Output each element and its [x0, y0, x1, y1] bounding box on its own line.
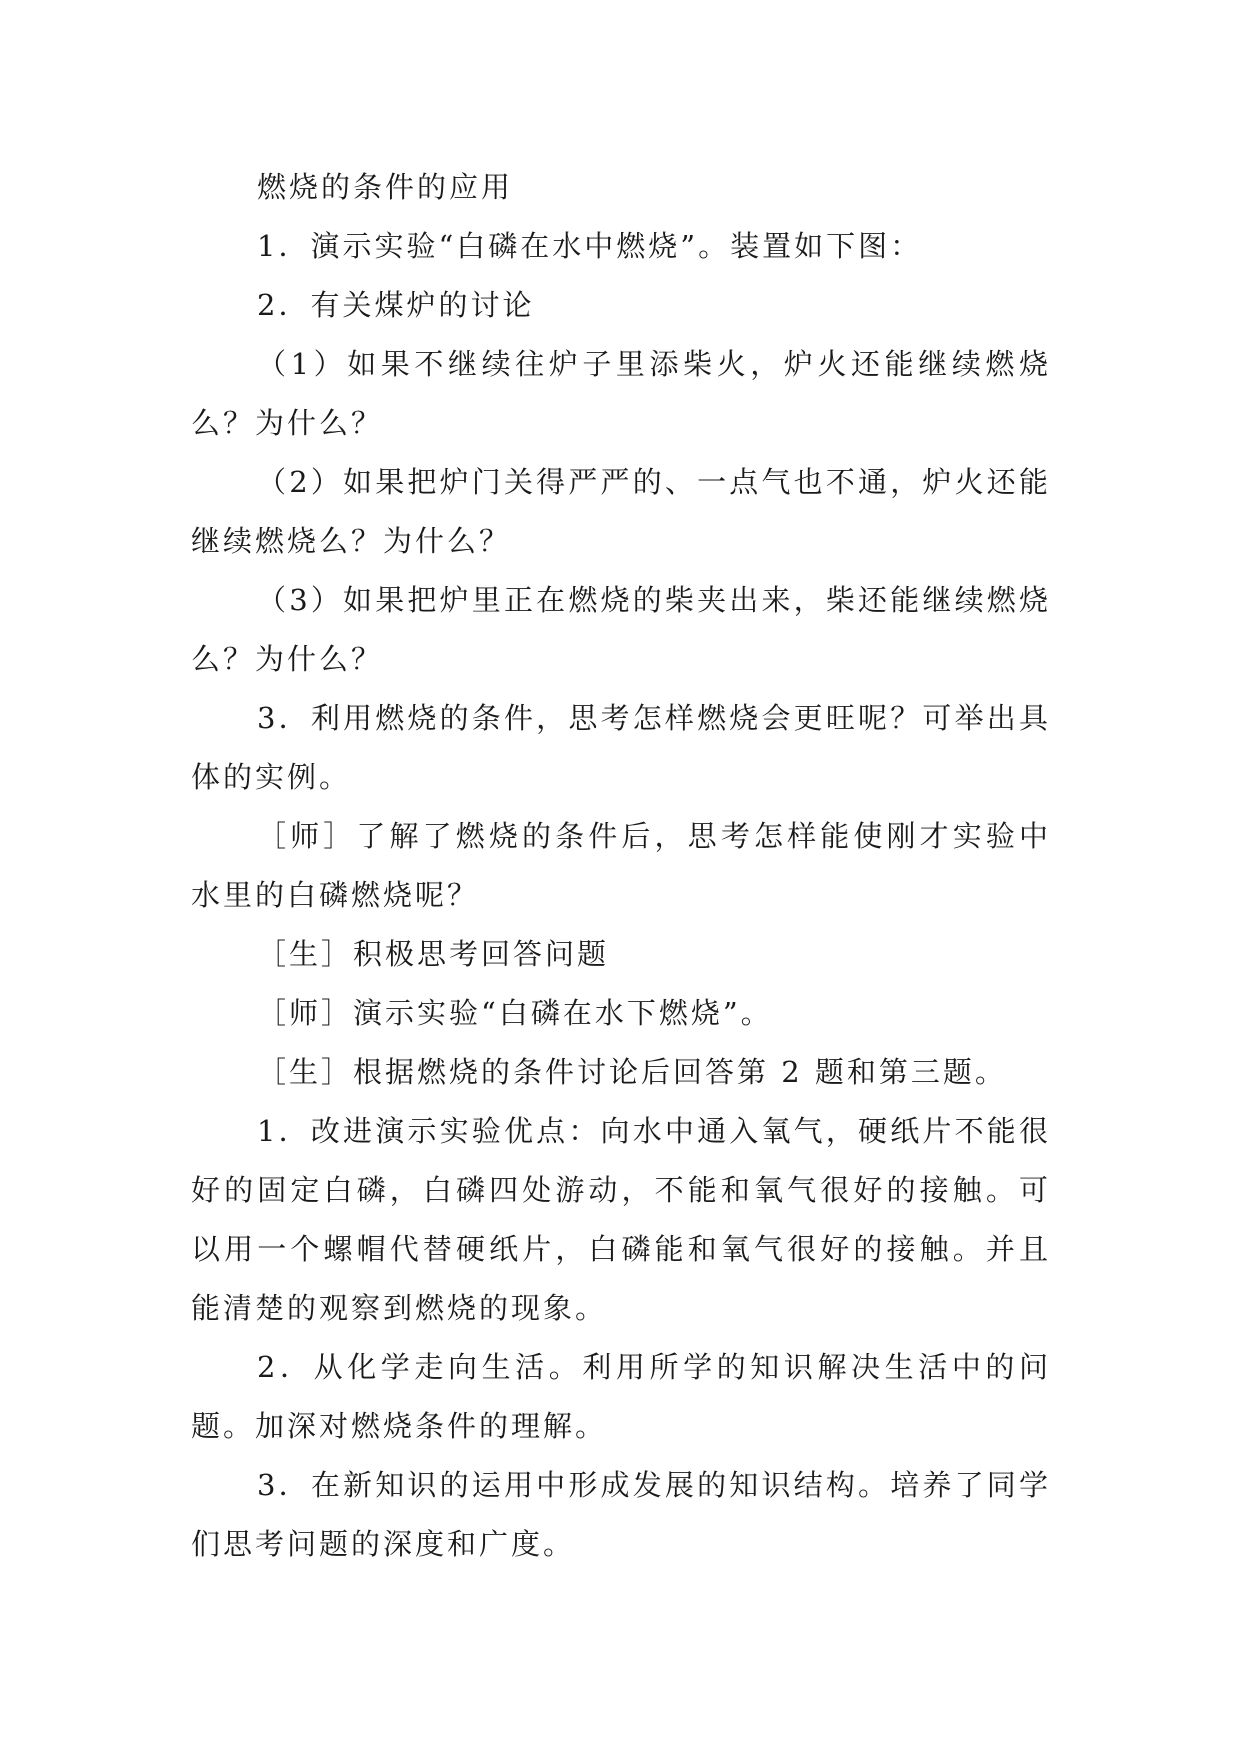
paragraph: （2）如果把炉门关得严严的、一点气也不通，炉火还能继续燃烧么？为什么？: [191, 465, 1051, 558]
paragraph: （1）如果不继续往炉子里添柴火，炉火还能继续燃烧么？为什么？: [191, 347, 1051, 440]
paragraph: ［师］了解了燃烧的条件后，思考怎样能使刚才实验中水里的白磷燃烧呢？: [191, 819, 1051, 912]
paragraph: 1．演示实验“白磷在水中燃烧”。装置如下图：: [257, 229, 923, 263]
paragraph: （3）如果把炉里正在燃烧的柴夹出来，柴还能继续燃烧么？为什么？: [191, 583, 1051, 676]
paragraph: 2．有关煤炉的讨论: [257, 288, 535, 322]
paragraph: 1．改进演示实验优点：向水中通入氧气，硬纸片不能很好的固定白磷，白磷四处游动，不能和氧气很好的接触。可以用一个螺帽代替硬纸片，白磷能和氧气很好的接触。并且能清楚的观察到燃烧的现象。: [191, 1114, 1051, 1325]
paragraph: ［生］根据燃烧的条件讨论后回答第 2 题和第三题。: [257, 1055, 1007, 1089]
paragraph: 2．从化学走向生活。利用所学的知识解决生活中的问题。加深对燃烧条件的理解。: [191, 1350, 1051, 1443]
paragraph: 3．在新知识的运用中形成发展的知识结构。培养了同学们思考问题的深度和广度。: [191, 1468, 1051, 1561]
paragraph: ［生］积极思考回答问题: [257, 937, 610, 971]
paragraph: 3．利用燃烧的条件，思考怎样燃烧会更旺呢？可举出具体的实例。: [191, 701, 1051, 794]
paragraph: ［师］演示实验“白磷在水下燃烧”。: [257, 996, 773, 1030]
document-body: [191, 158, 1051, 1574]
section-title: 燃烧的条件的应用: [257, 170, 514, 204]
